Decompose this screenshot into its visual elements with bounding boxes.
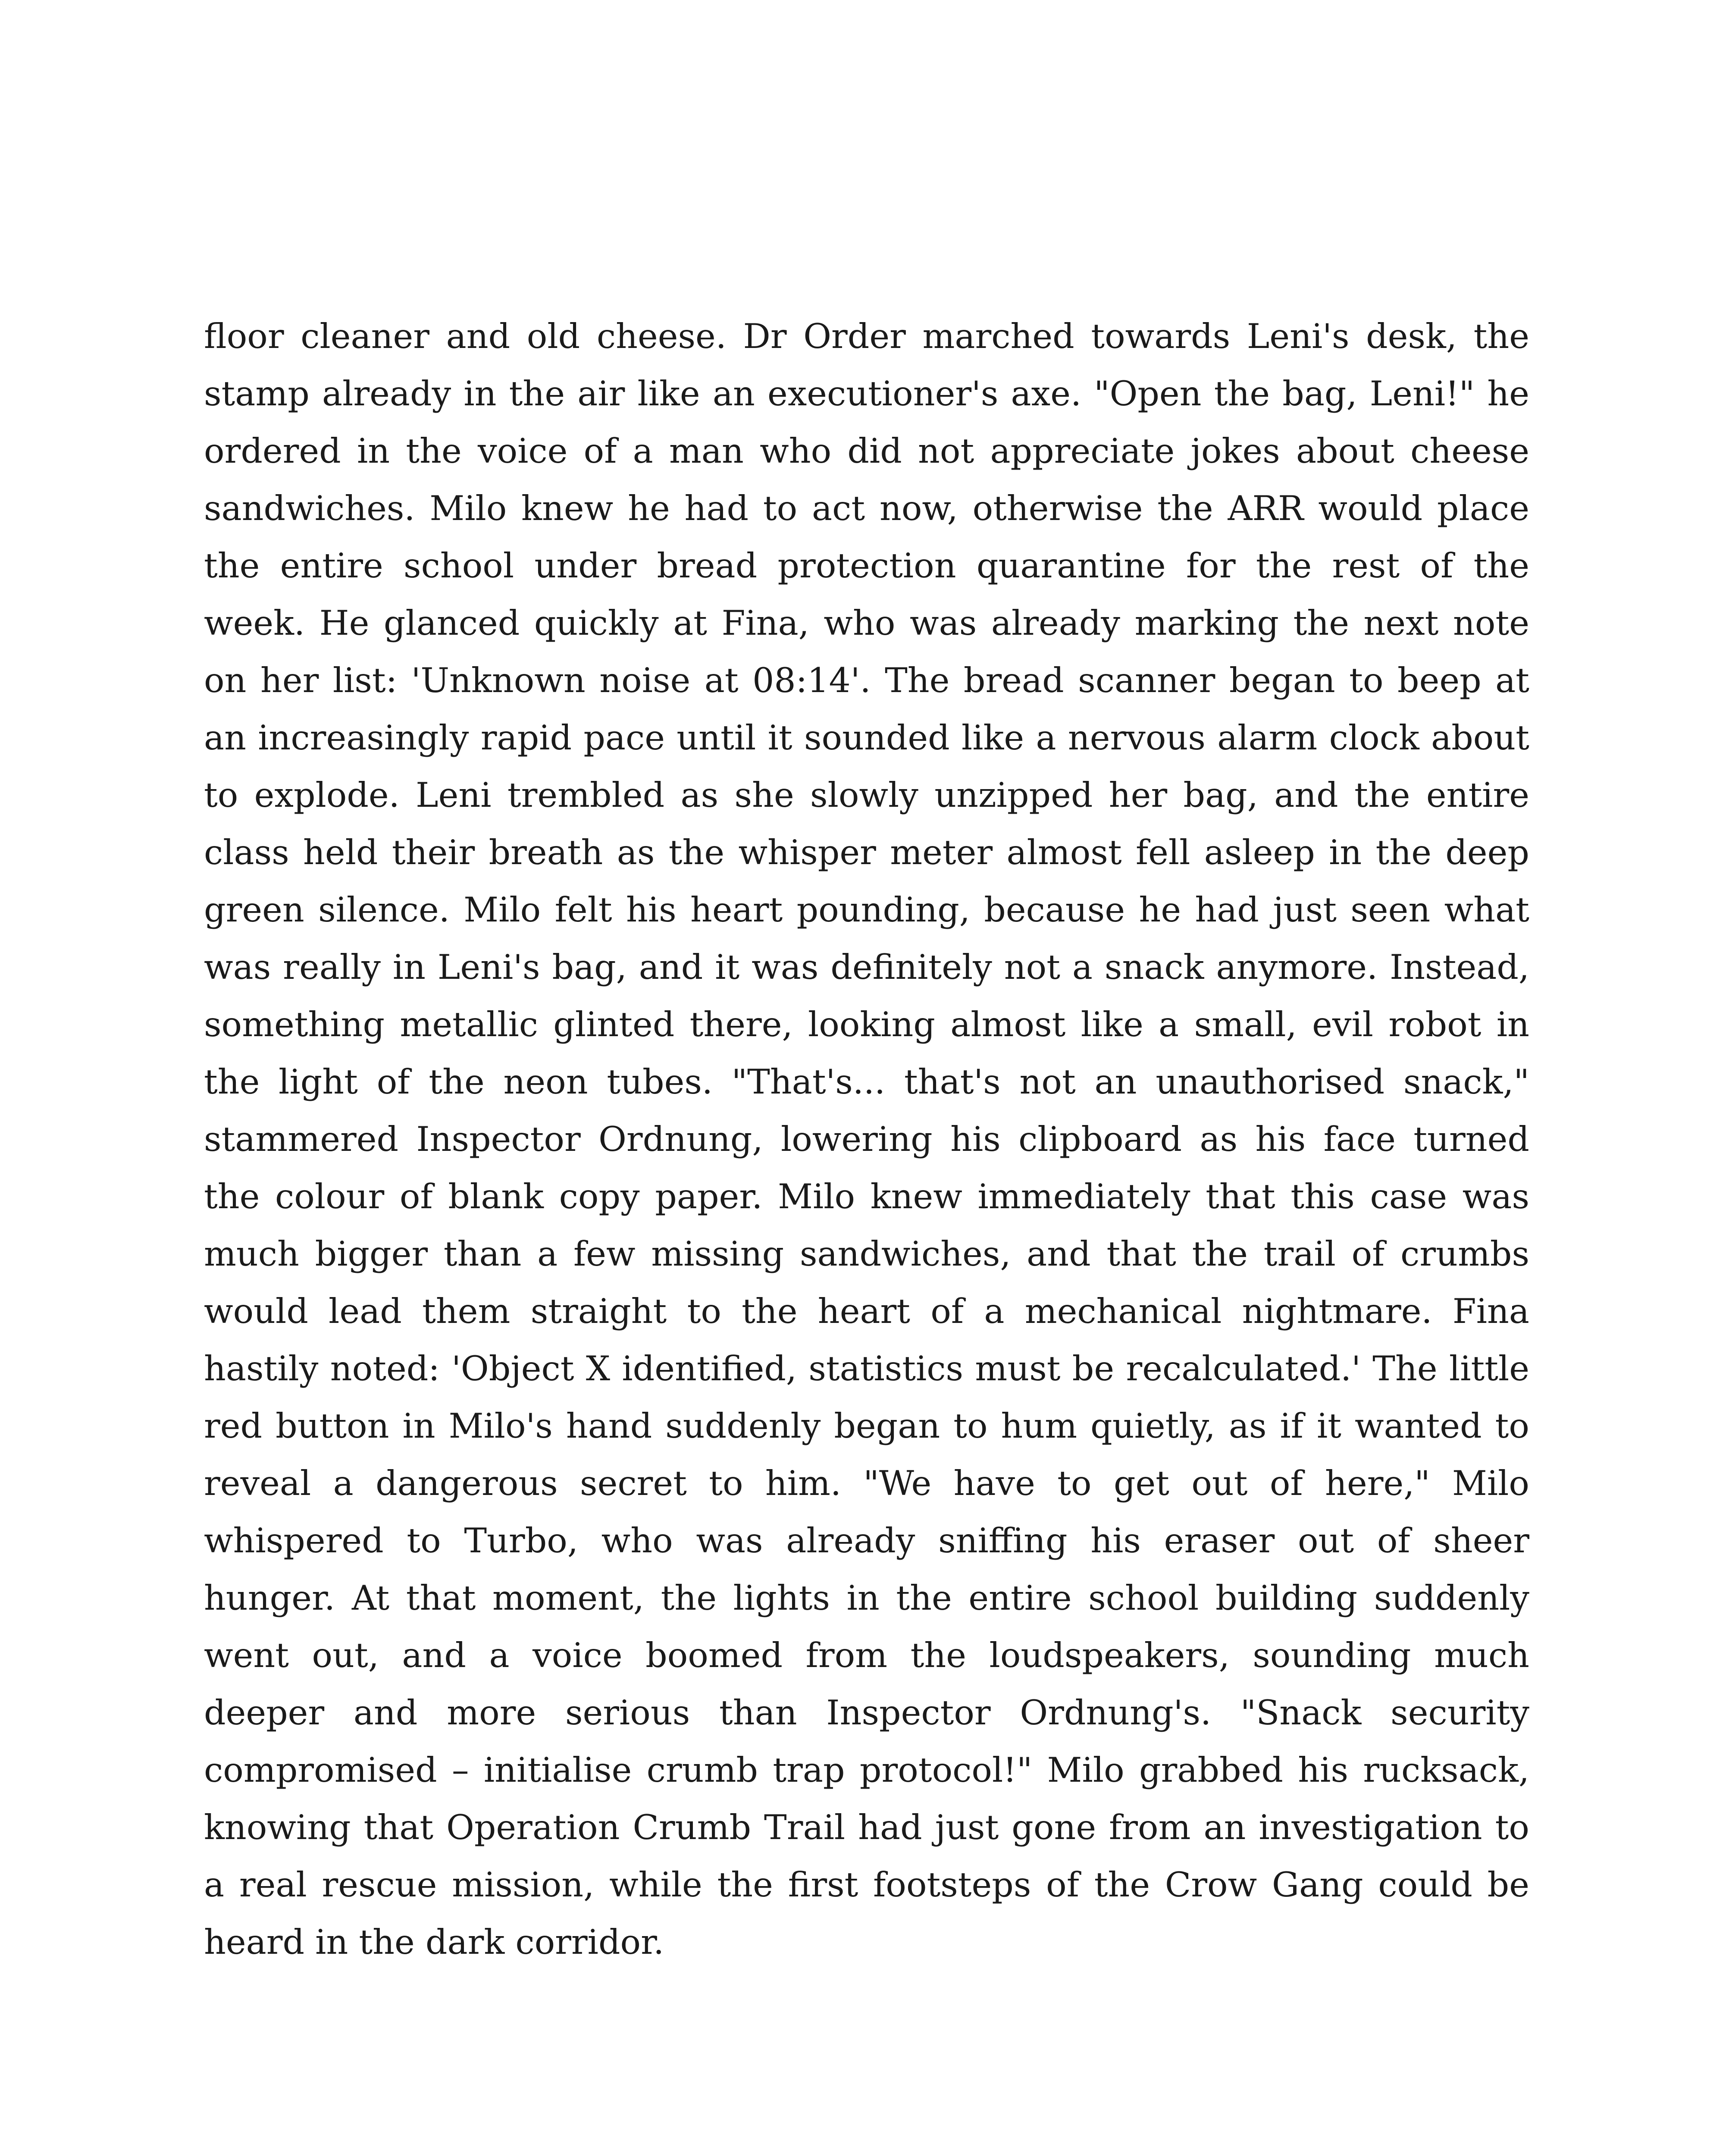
body-paragraph: floor cleaner and old cheese. Dr Order marched towards Leni's desk, the stamp already in the air like an executioner's axe. "Open the bag, Leni!" he ordered in the voice of a man who did not appreciate jokes about cheese sandwiches. Milo knew he had to act now, otherwise the ARR would place the entire school under bread protection quarantine for the rest of the week. He glanced quickly at Fina, who was already marking the next note on her list: 'Unknown noise at 08:14'. The bread scanner began to beep at an increasingly rapid pace until it sounded like a nervous alarm clock about to explode. Leni trembled as she slowly unzipped her bag, and the entire class held their breath as the whisper meter almost fell asleep in the deep green silence. Milo felt his heart pounding, because he had just seen what was really in Leni's bag, and it was definitely not a snack anymore. Instead, something metallic glinted there, looking almost like a small, evil robot in the light of the neon tubes. "That's... that's not an unauthorised snack," stammered Inspector Ordnung, lowering his clipboard as his face turned the colour of blank copy paper. Milo knew immediately that this case was much bigger than a few missing sandwiches, and that the trail of crumbs would lead them straight to the heart of a mechanical nightmare. Fina hastily noted: 'Object X identified, statistics must be recalculated.' The little red button in Milo's hand suddenly began to hum quietly, as if it wanted to reveal a dangerous secret to him. "We have to get out of here," Milo whispered to Turbo, who was already sniffing his eraser out of sheer hunger. At that moment, the lights in the entire school building suddenly went out, and a voice boomed from the loudspeakers, sounding much deeper and more serious than Inspector Ordnung's. "Snack security compromised – initialise crumb trap protocol!" Milo grabbed his rucksack, knowing that Operation Crumb Trail had just gone from an investigation to a real rescue mission, while the first footsteps of the Crow Gang could be heard in the dark corridor. <box>204 317 1529 1962</box>
